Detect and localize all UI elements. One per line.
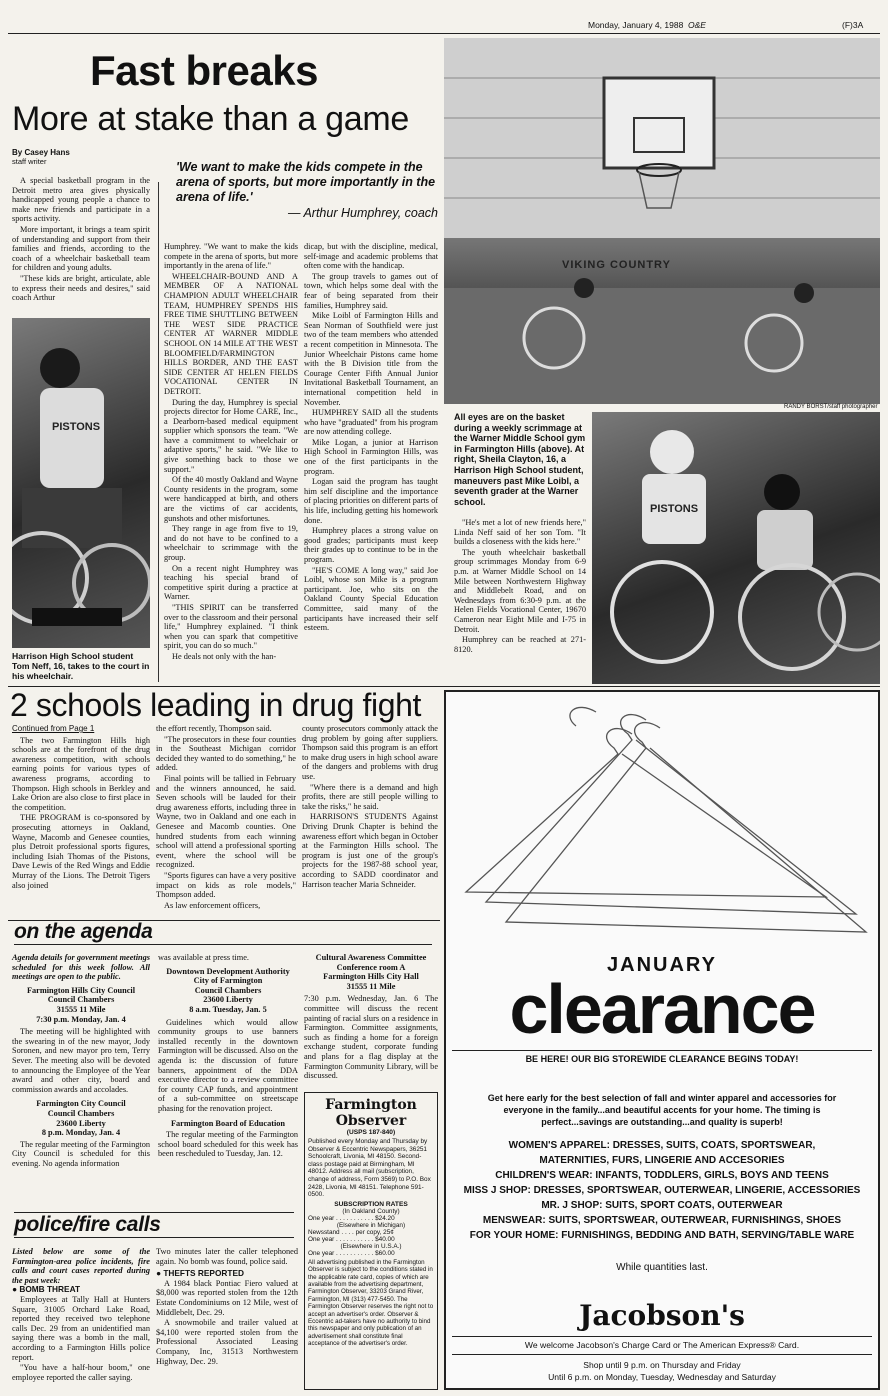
ad-quantities: While quantities last. — [616, 1262, 708, 1273]
paper-code: O&E — [688, 20, 706, 30]
bullet-icon: ● — [156, 1268, 164, 1279]
byline-title: staff writer — [12, 157, 47, 166]
feature-headline: More at stake than a game — [12, 100, 409, 138]
publication-info: Published every Monday and Thursday by Observer & Eccentric Newspapers, 36251 Schoolcraft, Livonia, MI 48150. Second-class postage paid at Birmingham, MI 48012. Address all mail (subscription, change of address, Form 3569) to P.O. Box 2428, Livonia, MI 48151. Telephone 591-0500. — [308, 1138, 431, 1199]
page-number: (F)3A — [842, 20, 864, 30]
ad-hours-2: Until 6 p.m. on Monday, Tuesday, Wednesday and Saturday — [548, 1372, 776, 1382]
rates-title: SUBSCRIPTION RATES — [334, 1200, 408, 1208]
police-col-1: Listed below are some of the Farmington-area police incidents, fire calls and court cases reported during the past week: ● BOMB THREAT Employees at Tally Hall at Hunters Square, 31005 Orchard Lake Road, reported they received two telephone calls Dec. 29 from an unidentified man saying there was a bomb in the mall, according to a Farmington Hills police report. "You have a half-hour boom," one employee reported the caller saying. — [12, 1247, 150, 1382]
ad-department: CHILDREN'S WEAR: INFANTS, TODDLERS, GIRLS, BOYS AND TEENS — [495, 1170, 829, 1181]
agenda-col-3: Cultural Awareness Committee Conference room A Farmington Hills City Hall 31555 11 Mile 7:30 p.m. Wednesday, Jan. 6 The committee will discuss the recent painting of racial slurs on a residence in Farmington. Committee assignments, such as finding a home for a foreign exchange student, corporate funding and plans for a flag display at the Farmington Community Library, will be discussed. — [304, 953, 438, 1081]
photo-tom-neff — [12, 318, 150, 648]
hanger-icon — [446, 692, 878, 942]
agenda-intro: Agenda details for government meetings scheduled for this week follow. All meetings are open to the public. — [12, 953, 150, 982]
feature-col-1: A special basketball program in the Detroit metro area gives physically handicapped young people a chance to make new friends and participate in a sports activity. More important, it brings a team spirit of understanding and support from their families and friends, according to the coach of a wheelchair basketball team for children and young adults. "These kids are bright, articulate, able to express their needs and desires," said coach Arthur — [12, 176, 150, 303]
masthead-name: Farmington Observer — [325, 1097, 417, 1129]
continued-label: Continued from Page 1 — [12, 724, 95, 733]
drug-col-2: the effort recently, Thompson said. "The prosecutors in these four counties in the Southeast Michigan corridor decided they wanted to do something," he added. Final points will be tallied in February and the winners announced, he said. Seven schools will be lauded for their drug awareness efforts, including three in Wayne, two in Oakland and one each in Genesee and Macomb counties. One hundred students from each winning school will attend a professional sporting event, where the school will be recognized. "Sports figures can have a very positive impact on kids as role models," Thompson added. As law enforcement officers, — [156, 724, 296, 910]
gym-sign: VIKING COUNTRY — [562, 259, 671, 271]
photo2-caption: All eyes are on the basket during a weekly scrimmage at the Warner Middle School gym in Farmington Hills (above). At right, Sheila Clayton, 16, a Harrison High School student, maneuvers past Mike Loibl, a seventh grader at the Warner school. — [454, 412, 586, 507]
store-logo: Jacobson's — [579, 1299, 745, 1332]
photo1-caption: Harrison High School student Tom Neff, 16, takes to the court in his wheelchair. — [12, 651, 150, 681]
ad-department: WOMEN'S APPAREL: DRESSES, SUITS, COATS, SPORTSWEAR, — [508, 1140, 816, 1151]
agenda-col-1: Agenda details for government meetings scheduled for this week follow. All meetings are open to the public. Farmington Hills City Council Council Chambers 31555 11 Mile 7:30 p.m. Monday, Jan. 4 The meeting will be highlighted with the swearing in of the new mayor, Jody Soronen, and new mayor pro tem, Terry Sever. The meeting also will be devoted to announcing the Employee of the Year award and other city, board and commission awards and accolades. Farmington City Council Council Chambers 23600 Liberty 8 p.m. Monday, Jan. 4 The regular meeting of the Farmington City Council is scheduled for this evening. No agenda information — [12, 953, 150, 1168]
photo-gym-scrimmage — [444, 38, 880, 404]
ad-rule — [452, 1050, 872, 1051]
ad-department: FOR YOUR HOME: FURNISHINGS, BEDDING AND BATH, SERVING/TABLE WARE — [469, 1230, 855, 1241]
incident-heading: BOMB THREAT — [19, 1284, 81, 1295]
wheelchair-players-figure — [592, 412, 880, 684]
page-date: Monday, January 4, 1988 O&E — [588, 20, 706, 30]
drug-headline: 2 schools leading in drug fight — [10, 687, 421, 723]
ad-rule — [452, 1336, 872, 1337]
ad-department: MR. J SHOP: SUITS, SPORT COATS, OUTERWEAR — [541, 1200, 783, 1211]
advertising-fine-print: All advertising published in the Farmington Observer is subject to the conditions stated in the applicable rate card, copies of which are available from the advertising department, Farmington Observer, 33203 Grand River, Farmington, MI (313) 477-5450. The Farmington Observer reserves the right not to accept an advertiser's order. Observer & Eccentric ad-takers have no authority to bind this newspaper and only publication of an advertisement shall constitute final acceptance of the advertiser's order. — [308, 1258, 434, 1348]
kicker-headline: Fast breaks — [90, 47, 318, 94]
drug-col-3: county prosecutors commonly attack the drug problem by going after suppliers. Thompson said this program is an effort to make drug users in high school aware of the dangers and problems with drug use. "Where there is a demand and high profits, there are still people willing to take the risks," he said. HARRISON'S STUDENTS Against Driving Drunk Chapter is behind the awareness effort which began in October at the Farmington Hills school. The program is just one of the group's projects for the 1987-88 school year, according to SADD coordinator and Harrison teacher Maria Schneider. — [302, 724, 438, 889]
drug-col-1: Continued from Page 1 The two Farmington Hills high schools are at the forefront of the drug awareness competition, with schools earning points for various types of awareness programs, according to Thompson. High schools in Berkley and Lake Orion are also close to first place in the competition. THE PROGRAM is co-sponsored by prosecuting attorneys in Oakland, Wayne, Macomb and Genesee counties, plus Detroit professional sports figures, including Isiah Thomas of the Pistons, Dave Lewis of the Red Wings and Eddie Murray of the Lions. The Detroit Tigers also joined — [12, 724, 150, 890]
wheelchair-player-figure — [12, 318, 150, 648]
police-heading: police/fire calls — [14, 1212, 294, 1238]
ad-department-list — [446, 1138, 878, 1243]
feature-col-4: "He's met a lot of new friends here," Linda Neff said of her son Tom. "It builds a closeness with the kids here." The youth wheelchair basketball group scrimmages Monday from 6-9 p.m. at Warner Middle School on 14 Mile between Northwestern Highway and Middlebelt Road, and on Wednesdays from 6:30-9 p.m. at the Helen Fields Vocational Center, 19670 Cameron near Eight Mile and I-75 in Detroit. Humphrey can be reached at 271-8120. — [454, 518, 586, 654]
pull-quote — [176, 160, 438, 221]
ad-hours-1: Shop until 9 p.m. on Thursday and Friday — [583, 1360, 741, 1370]
bullet-icon: ● — [12, 1284, 20, 1295]
gym-scene — [444, 38, 880, 404]
photo-sheila-clayton — [592, 412, 880, 684]
feature-col-2: Humphrey. "We want to make the kids compete in the arena of sports, but more importantly in the arena of life." WHEELCHAIR-BOUND AND A MEMBER OF A NATIONAL CHAMPION ADULT WHEELCHAIR TEAM, HUMPHREY SPENDS HIS FREE TIME SHUTTLING BETWEEN THE WEST SIDE PRACTICE CENTER AT WARNER MIDDLE SCHOOL ON 14 MILE AT THE WEST BLOOMFIELD/FARMINGTON HILLS BORDER, AND THE EAST SIDE CENTER AT HELEN FIELDS VOCATIONAL CENTER IN DETROIT. During the day, Humphrey is special projects director for Home CARE, Inc., a Dearborn-based medical equipment supplier which sponsors the team. "We have a commitment to wheelchair or adaptive sports," he said. "We like to give something back to those we support." Of the 40 mostly Oakland and Wayne County residents in the program, some were handicapped at birth, and others are the victims of car accidents, gunshots and other misfortunes. They range in age from five to 19, and do not have to be confined to a wheelchair to scrimmage with the group. On a recent night Humphrey was teaching his special brand of competitive spirit during a practice at Warner. "THIS SPIRIT can be transferred over to the classroom and their personal life," Humphrey explained. "I think when you can spark that competitive spirit, you can do so much." He deals not only with the han- — [164, 242, 298, 661]
agenda-heading: on the agenda — [14, 920, 432, 945]
jersey-text: PISTONS — [650, 503, 699, 515]
byline: By Casey Hans — [12, 148, 70, 157]
police-intro: Listed below are some of the Farmington-area police incidents, fire calls and court cases reported during the past week: — [12, 1247, 150, 1285]
ad-department: MENSWEAR: SUITS, SPORTSWEAR, OUTERWEAR, FURNISHINGS, SHOES — [482, 1215, 842, 1226]
photo-credit: RANDY BORST/staff photographer — [784, 404, 878, 410]
ad-month: JANUARY — [607, 954, 717, 976]
header-rule — [8, 33, 880, 34]
feature-col-3: dicap, but with the discipline, medical, self-image and academic problems that often come with the handicap. The group travels to games out of town, which helps some deal with the fear of being separated from their families, Humphrey said. Mike Loibl of Farmington Hills and Sean Norman of Southfield were just two of the team members who attended a recent competition in Minnesota. The Junior Wheelchair Pistons came home with the B Division title from the Courage Center Fifth Annual Junior Invitational Basketball Tournament, an international competition held in November. HUMPHREY SAID all the students who have "graduated" from his program are now attending college. Mike Logan, a junior at Harrison High School in Farmington Hills, was one of the first participants in the program. Logan said the program has taught him self discipline and the importance of placing priorities on different parts of his life, including getting his homework done. Humphrey places a strong value on good grades; participants must keep their grades up to continue to be in the program. "HE'S COME A long way," said Joe Loibl, whose son Mike is a program participant. Joe, who sits on the Oakland County Special Education Committee, said many of the participants have increased their self esteem. — [304, 242, 438, 633]
pull-quote-attribution: — Arthur Humphrey, coach — [287, 206, 438, 220]
ad-tagline: BE HERE! OUR BIG STOREWIDE CLEARANCE BEGINS TODAY! — [525, 1054, 799, 1064]
ad-rule — [452, 1354, 872, 1355]
agenda-col-2: was available at press time. Downtown Development Authority City of Farmington Council Chambers 23600 Liberty 8 a.m. Tuesday, Jan. 5 Guidelines which would allow community groups to use banners installed recently in the downtown Farmington will be discussed. Also on the agenda is: the discussion of future banners, appointment of the DDA executive director to a review committee for county CAP funds, and appointment of a sub-committee on streetscape phasing for the renovation project. Farmington Board of Education The regular meeting of the Farmington school board scheduled for this week has been rescheduled to Tuesday, Jan. 12. — [158, 953, 298, 1159]
column-rule — [158, 182, 159, 682]
incident-heading: THEFTS REPORTED — [163, 1268, 244, 1279]
clearance-ad — [444, 690, 880, 1390]
pull-quote-text: 'We want to make the kids compete in the arena of sports, but more importantly in the arena of life.' — [176, 160, 436, 204]
police-col-2: Two minutes later the caller telephoned again. No bomb was found, police said. ● THEFTS REPORTED A 1984 black Pontiac Fiero valued at $8,000 was reported stolen from the 12th Estate Condominiums on 12 Mile, west of Middlebelt, Dec. 29. A snowmobile and trailer valued at $4,100 were reported stolen from the Professional Associated Leasing Company, Inc, 31513 Northwestern Highway, Dec. 29. — [156, 1247, 298, 1366]
ad-department: MISS J SHOP: DRESSES, SPORTSWEAR, OUTERWEAR, LINGERIE, ACCESSORIES — [463, 1185, 861, 1196]
ad-intro: Get here early for the best selection of fall and winter apparel and accessories for everyone in the family...and beautiful accents for your home. The timing is perfect...savings are outstanding...and quality is superb! — [487, 1093, 837, 1127]
jersey-text: PISTONS — [52, 421, 101, 433]
ad-department: MATERNITIES, FURS, LINGERIE AND ACCESORIES — [539, 1155, 785, 1166]
ad-cards: We welcome Jacobson's Charge Card or The American Express® Card. — [524, 1340, 800, 1350]
ad-clearance-word: clearance — [509, 970, 815, 1048]
masthead-box: Farmington Observer (USPS 187-840) Published every Monday and Thursday by Observer & Eccentric Newspapers, 36251 Schoolcraft, Livonia, MI 48150. Second-class postage paid at Birmingham, MI 48012. Address all mail (subscription, change of address, Form 3569) to P.O. Box 2428, Livonia, MI 48151. Telephone 591-0500. SUBSCRIPTION RATES (In Oakland County) One year . . . . . . . . . . . $24.20 (Elsewhere in Michigan) Newsstand . . . . per copy, 25¢ One year . . . . . . . . . . . $40.00 (Elsewhere in U.S.A.) One year . . . . . . . . . . . $60.00 All advertising published in the Farmington Observer is subject to the conditions stated in the applicable rate card, copies of which are available from the advertising department, Farmington Observer, 33203 Grand River, Farmington, MI (313) 477-5450. The Farmington Observer reserves the right not to accept an advertiser's order. Observer & Eccentric ad-takers have no authority to bind this newspaper and only publication of an advertisement shall constitute final acceptance of the advertiser's order. — [304, 1092, 438, 1390]
usps-number: (USPS 187-840) — [346, 1129, 396, 1136]
